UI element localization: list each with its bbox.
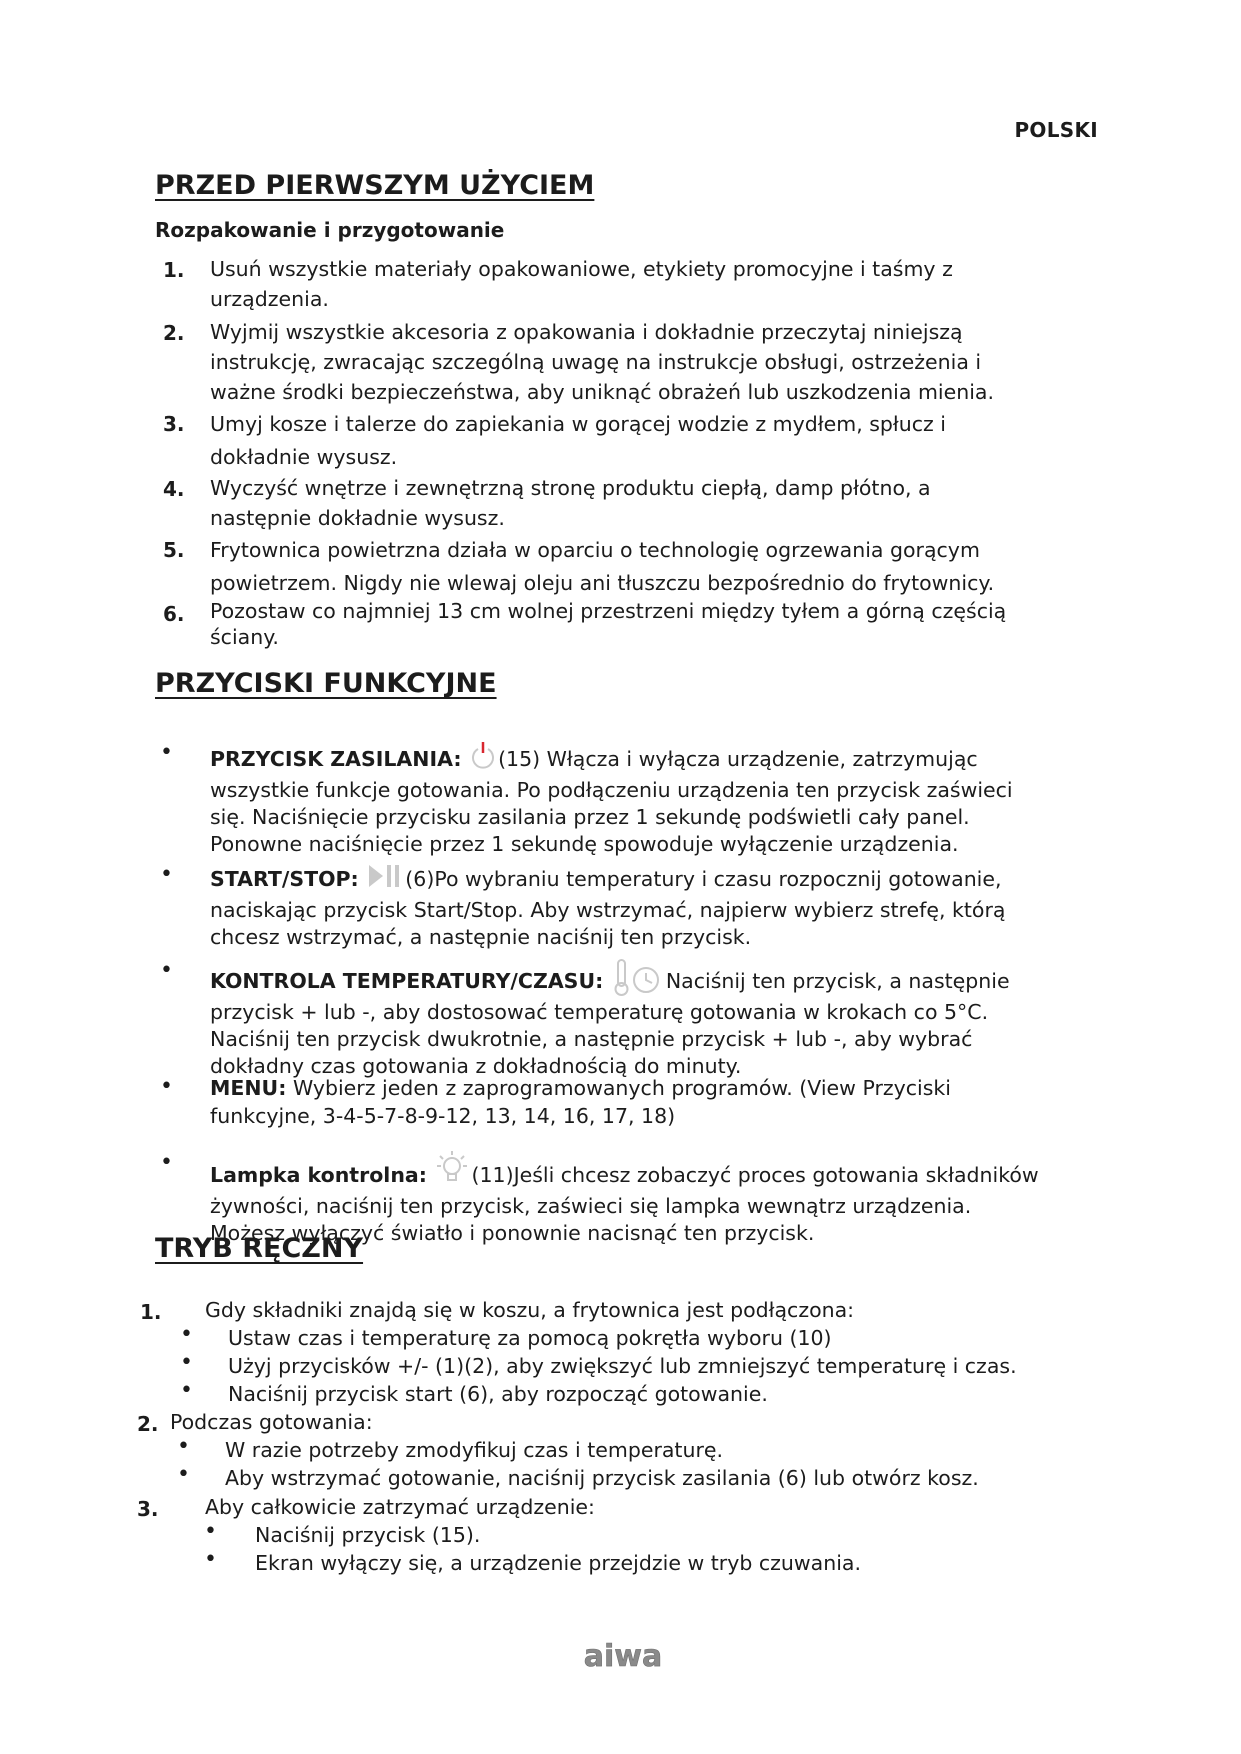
function-description: (11)Jeśli chcesz zobaczyć proces gotowania składników	[471, 1163, 1039, 1187]
function-description: (6)Po wybraniu temperatury i czasu rozpocznij gotowanie,	[405, 867, 1002, 891]
list-item-line: Wyczyść wnętrze i zewnętrzną stronę produktu ciepłą, damp płótno, a	[210, 476, 931, 500]
function-label: KONTROLA TEMPERATURY/CZASU:	[210, 969, 604, 993]
step-text: Gdy składniki znajdą się w koszu, a frytownica jest podłączona:	[205, 1298, 855, 1322]
list-item-line: Frytownica powietrzna działa w oparciu o technologię ogrzewania gorącym	[210, 538, 980, 562]
list-item-number: 2.	[163, 321, 185, 345]
list-item	[210, 1074, 1110, 1130]
list-item-number: 1.	[163, 258, 185, 282]
function-line: Naciśnij ten przycisk dwukrotnie, a następnie przycisk + lub -, aby wybrać	[210, 1027, 973, 1051]
list-item-number: 6.	[163, 602, 185, 626]
aiwa-logo	[560, 1640, 686, 1678]
function-line: żywności, naciśnij ten przycisk, zaświeci się lampka wewnątrz urządzenia.	[210, 1194, 972, 1218]
function-label: Lampka kontrolna:	[210, 1163, 427, 1187]
function-line: funkcyjne, 3-4-5-7-8-9-12, 13, 14, 16, 17, 18)	[210, 1104, 676, 1128]
function-label: PRZYCISK ZASILANIA:	[210, 747, 462, 771]
bullet: •	[180, 1350, 193, 1375]
sub-item: Aby wstrzymać gotowanie, naciśnij przycisk zasilania (6) lub otwórz kosz.	[225, 1466, 979, 1490]
sub-item: W razie potrzeby zmodyfikuj czas i temperaturę.	[225, 1438, 724, 1462]
list-item	[210, 740, 1110, 858]
bullet: •	[160, 1074, 173, 1099]
step-number: 3.	[137, 1497, 159, 1521]
list-item-line: instrukcję, zwracając szczególną uwagę na instrukcje obsługi, ostrzeżenia i	[210, 350, 982, 374]
list-item	[210, 408, 1090, 474]
list-item-line: Wyjmij wszystkie akcesoria z opakowania i dokładnie przeczytaj niniejszą	[210, 320, 963, 344]
list-item-number: 4.	[163, 477, 185, 501]
list-item-line: urządzenia.	[210, 287, 329, 311]
temp-time-icon	[612, 958, 664, 999]
section-title-manual-mode: TRYB RĘCZNY	[155, 1233, 364, 1264]
list-item-line: powietrzem. Nigdy nie wlewaj oleju ani tłuszczu bezpośrednio do frytownicy.	[210, 571, 995, 595]
function-line: chcesz wstrzymać, a następnie naciśnij ten przycisk.	[210, 925, 752, 949]
sub-item: Użyj przycisków +/- (1)(2), aby zwiększyć lub zmniejszyć temperaturę i czas.	[228, 1354, 1017, 1378]
function-line: przycisk + lub -, aby dostosować temperaturę gotowania w krokach co 5°C.	[210, 1000, 989, 1024]
step-text: Aby całkowicie zatrzymać urządzenie:	[205, 1495, 595, 1519]
list-item	[210, 598, 1090, 650]
function-line: się. Naciśnięcie przycisku zasilania przez 1 sekundę podświetli cały panel.	[210, 805, 970, 829]
function-label: START/STOP:	[210, 867, 359, 891]
list-item	[210, 254, 1090, 314]
bullet: •	[177, 1462, 190, 1487]
bullet: •	[177, 1434, 190, 1459]
section-title-function-buttons: PRZYCISKI FUNKCYJNE	[155, 668, 497, 699]
sub-item: Naciśnij przycisk start (6), aby rozpocząć gotowanie.	[228, 1382, 768, 1406]
function-description: (15) Włącza i wyłącza urządzenie, zatrzymując	[498, 747, 978, 771]
function-label: MENU:	[210, 1076, 287, 1100]
list-item	[210, 317, 1090, 407]
list-item-line: dokładnie wysusz.	[210, 445, 398, 469]
play-pause-icon	[367, 862, 403, 897]
bullet: •	[160, 1150, 173, 1175]
section-subtitle-unpacking: Rozpakowanie i przygotowanie	[155, 218, 505, 242]
function-line: naciskając przycisk Start/Stop. Aby wstrzymać, najpierw wybierz strefę, którą	[210, 898, 1006, 922]
list-item-line: ściany.	[210, 625, 279, 649]
section-title-before-first-use: PRZED PIERWSZYM UŻYCIEM	[155, 170, 595, 201]
light-bulb-icon	[435, 1150, 469, 1193]
sub-item: Ustaw czas i temperaturę za pomocą pokrętła wyboru (10)	[228, 1326, 832, 1350]
function-description: Naciśnij ten przycisk, a następnie	[665, 969, 1010, 993]
list-item-line: Umyj kosze i talerze do zapiekania w gorącej wodzie z mydłem, spłucz i	[210, 412, 946, 436]
bullet: •	[180, 1322, 193, 1347]
function-line: Ponowne naciśnięcie przez 1 sekundę spowoduje wyłączenie urządzenia.	[210, 832, 959, 856]
function-line: Możesz wyłączyć światło i ponownie nacisnąć ten przycisk.	[210, 1221, 815, 1245]
bullet: •	[160, 740, 173, 765]
sub-item: Naciśnij przycisk (15).	[255, 1523, 481, 1547]
logo-text: aiwa	[583, 1640, 663, 1674]
list-item-line: następnie dokładnie wysusz.	[210, 506, 505, 530]
bullet: •	[204, 1519, 217, 1544]
step-number: 1.	[140, 1300, 162, 1324]
bullet: •	[160, 862, 173, 887]
list-item-number: 5.	[163, 538, 185, 562]
step-text: Podczas gotowania:	[170, 1410, 373, 1434]
function-line: dokładny czas gotowania z dokładnością do minuty.	[210, 1054, 742, 1078]
list-item-number: 3.	[163, 412, 185, 436]
function-description: Wybierz jeden z zaprogramowanych programów. (View Przyciski	[292, 1076, 951, 1100]
bullet: •	[204, 1547, 217, 1572]
list-item-line: Usuń wszystkie materiały opakowaniowe, etykiety promocyjne i taśmy z	[210, 257, 953, 281]
step-number: 2.	[137, 1412, 159, 1436]
language-label: POLSKI	[1014, 118, 1098, 142]
list-item	[210, 958, 1110, 1080]
function-line: wszystkie funkcje gotowania. Po podłączeniu urządzenia ten przycisk zaświeci	[210, 778, 1013, 802]
bullet: •	[160, 958, 173, 983]
list-item-line: ważne środki bezpieczeństwa, aby uniknąć obrażeń lub uszkodzenia mienia.	[210, 380, 995, 404]
sub-item: Ekran wyłączy się, a urządzenie przejdzie w tryb czuwania.	[255, 1551, 861, 1575]
list-item	[210, 473, 1090, 533]
list-item-line: Pozostaw co najmniej 13 cm wolnej przestrzeni między tyłem a górną częścią	[210, 599, 1007, 623]
list-item	[210, 862, 1110, 951]
power-icon	[470, 740, 496, 777]
list-item	[210, 534, 1090, 600]
bullet: •	[180, 1378, 193, 1403]
